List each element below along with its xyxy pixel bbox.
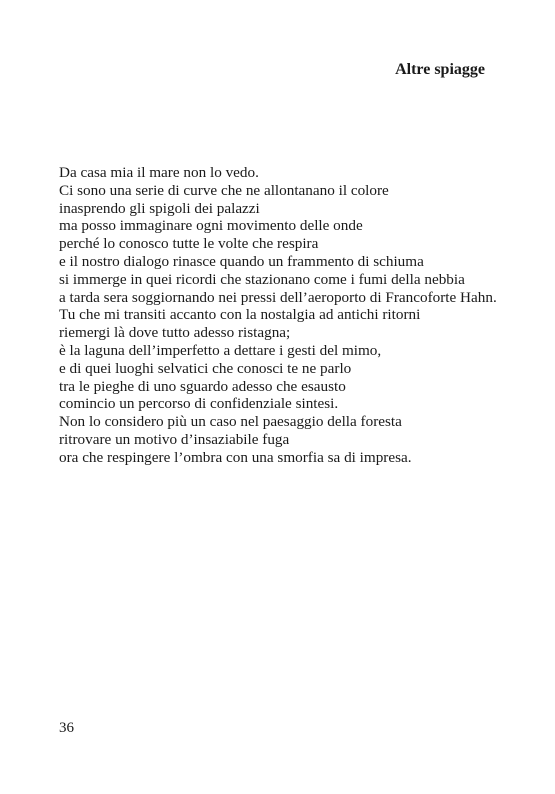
poem-line: Da casa mia il mare non lo vedo. bbox=[59, 164, 259, 181]
poem-line: e il nostro dialogo rinasce quando un frammento di schiuma bbox=[59, 252, 424, 270]
poem-line: ora che respingere l’ombra con una smorfia sa di impresa. bbox=[59, 448, 412, 466]
poem-line: comincio un percorso di confidenziale sintesi. bbox=[59, 395, 339, 413]
page-number: 36 bbox=[59, 720, 74, 736]
poem-line: si immerge in quei ricordi che stazionano come i fumi della nebbia bbox=[59, 270, 465, 288]
poem-line: Non lo considero più un caso nel paesaggio della foresta bbox=[59, 413, 402, 431]
poem-line: a tarda sera soggiornando nei pressi dell’aeroporto di Francoforte Hahn. bbox=[59, 288, 497, 306]
poem-line: perché lo conosco tutte le volte che respira bbox=[59, 235, 319, 253]
poem-line: riemergi là dove tutto adesso ristagna; bbox=[59, 324, 291, 342]
poem-line: e di quei luoghi selvatici che conosci te ne parlo bbox=[59, 359, 352, 377]
poem-body bbox=[59, 164, 497, 467]
poem-line: è la laguna dell’imperfetto a dettare i gesti del mimo, bbox=[59, 341, 382, 359]
poem-line: Tu che mi transiti accanto con la nostalgia ad antichi ritorni bbox=[59, 306, 421, 324]
poem-title: Altre spiagge bbox=[395, 61, 485, 78]
poem-line: Ci sono una serie di curve che ne allontanano il colore bbox=[59, 181, 389, 199]
poem-line: ritrovare un motivo d’insaziabile fuga bbox=[59, 430, 290, 448]
poem-line: tra le pieghe di uno sguardo adesso che esausto bbox=[59, 377, 346, 395]
poem-line: inasprendo gli spigoli dei palazzi bbox=[59, 199, 260, 217]
poem-line: ma posso immaginare ogni movimento delle onde bbox=[59, 217, 363, 235]
